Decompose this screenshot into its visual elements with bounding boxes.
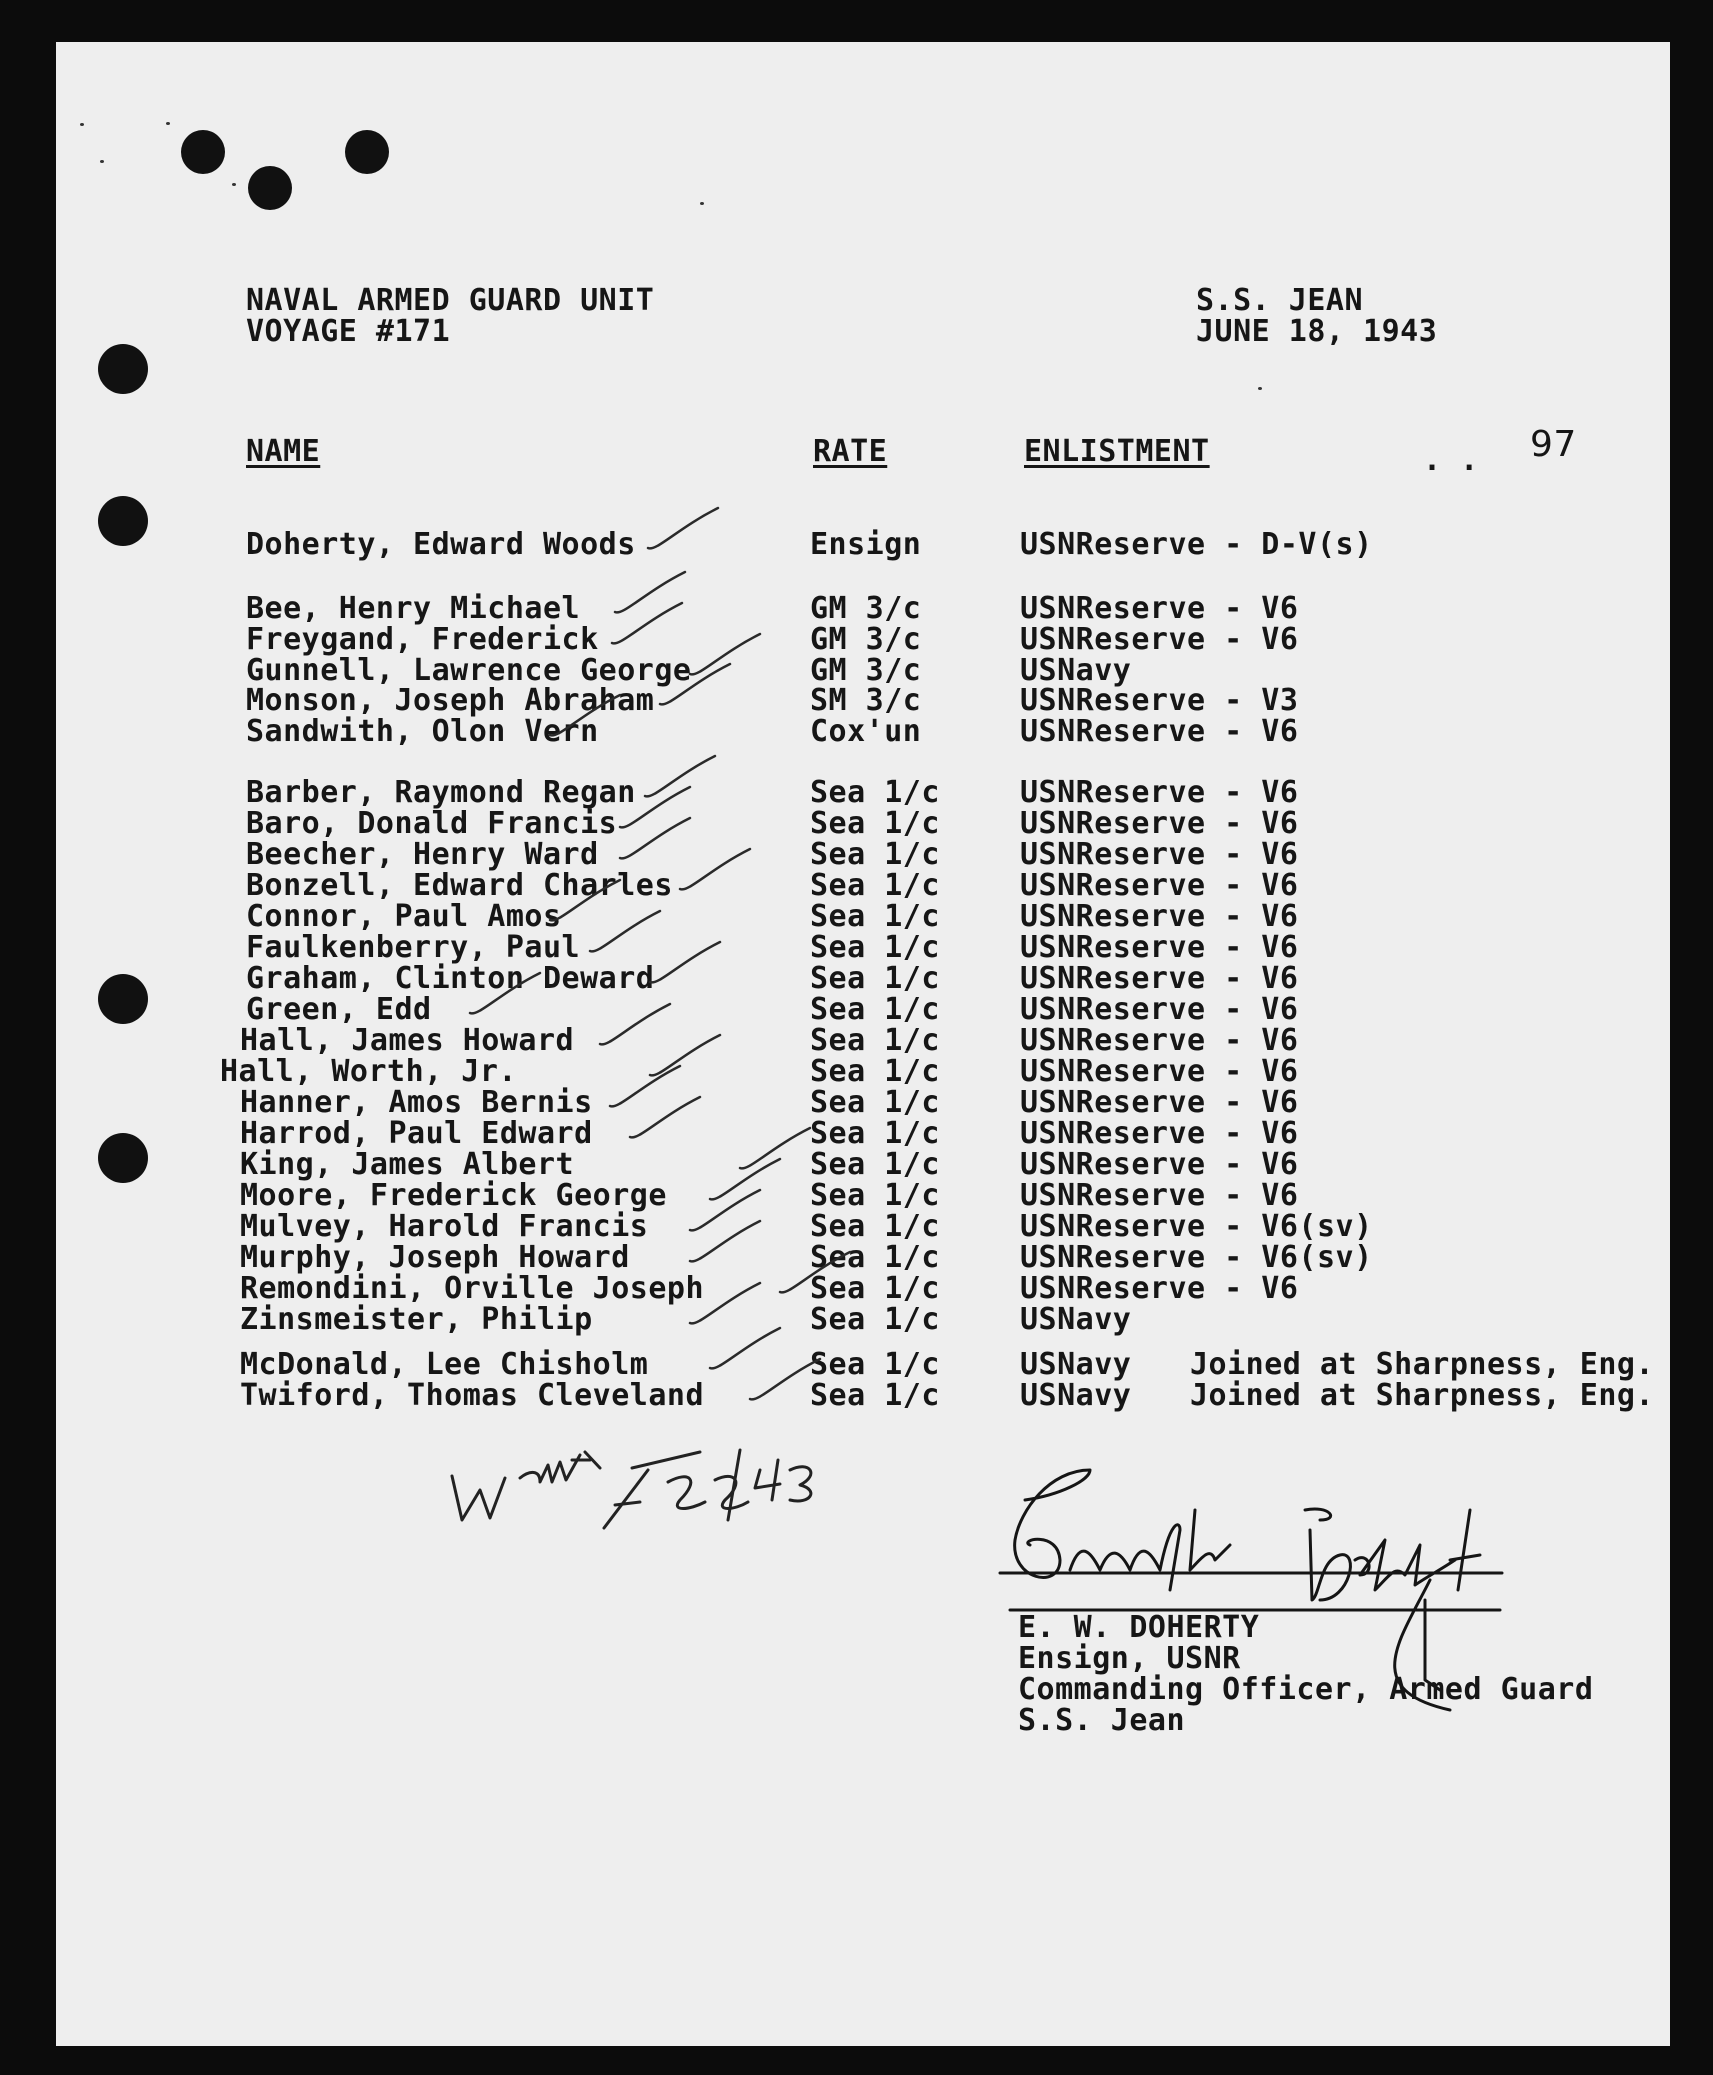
crew-name: Hall, James Howard: [240, 1023, 575, 1058]
crew-name: Freygand, Frederick: [246, 622, 599, 657]
column-header-enlistment: ENLISTMENT: [1024, 434, 1210, 469]
crew-name: Faulkenberry, Paul: [246, 930, 581, 965]
crew-enlistment: USNavy: [1020, 1302, 1132, 1337]
signer-role: Commanding Officer, Armed Guard: [1018, 1672, 1594, 1707]
crew-name: Doherty, Edward Woods: [246, 527, 636, 562]
crew-rate: Sea 1/c: [810, 899, 940, 934]
crew-enlistment: USNavy: [1020, 1378, 1132, 1413]
crew-rate: Sea 1/c: [810, 1302, 940, 1337]
page-number: 97: [1530, 424, 1577, 465]
crew-name: McDonald, Lee Chisholm: [240, 1347, 649, 1382]
crew-name: Remondini, Orville Joseph: [240, 1271, 705, 1306]
crew-rate: Cox'un: [810, 714, 922, 749]
crew-enlistment: USNReserve - V6: [1020, 899, 1299, 934]
crew-enlistment: USNReserve - V6: [1020, 775, 1299, 810]
crew-enlistment: USNReserve - V6: [1020, 1178, 1299, 1213]
crew-name: Gunnell, Lawrence George: [246, 653, 692, 688]
page-dots: . .: [1423, 443, 1479, 478]
crew-rate: GM 3/c: [810, 653, 922, 688]
column-header-name: NAME: [246, 434, 321, 469]
crew-name: Monson, Joseph Abraham: [246, 683, 655, 718]
crew-name: King, James Albert: [240, 1147, 575, 1182]
crew-enlistment: USNReserve - V6: [1020, 591, 1299, 626]
crew-rate: Sea 1/c: [810, 930, 940, 965]
crew-name: Hanner, Amos Bernis: [240, 1085, 593, 1120]
signer-name: E. W. DOHERTY: [1018, 1610, 1260, 1645]
crew-rate: Sea 1/c: [810, 1240, 940, 1275]
crew-rate: Sea 1/c: [810, 868, 940, 903]
crew-rate: Sea 1/c: [810, 992, 940, 1027]
crew-enlistment: USNavy: [1020, 1347, 1132, 1382]
crew-rate: Sea 1/c: [810, 775, 940, 810]
crew-enlistment: USNReserve - V6: [1020, 1147, 1299, 1182]
crew-rate: Sea 1/c: [810, 1054, 940, 1089]
crew-rate: Sea 1/c: [810, 1378, 940, 1413]
crew-enlistment: USNReserve - V6: [1020, 1023, 1299, 1058]
crew-name: Murphy, Joseph Howard: [240, 1240, 630, 1275]
crew-rate: Sea 1/c: [810, 1347, 940, 1382]
crew-name: Green, Edd: [246, 992, 432, 1027]
crew-name: Zinsmeister, Philip: [240, 1302, 593, 1337]
crew-enlistment: USNReserve - D-V(s): [1020, 527, 1373, 562]
document-date: JUNE 18, 1943: [1196, 314, 1438, 349]
crew-rate: Sea 1/c: [810, 1147, 940, 1182]
crew-enlistment: USNReserve - V6: [1020, 806, 1299, 841]
crew-enlistment: USNReserve - V6: [1020, 1271, 1299, 1306]
crew-enlistment: USNReserve - V6: [1020, 622, 1299, 657]
crew-name: Hall, Worth, Jr.: [220, 1054, 517, 1089]
crew-rate: Sea 1/c: [810, 1209, 940, 1244]
crew-name: Bonzell, Edward Charles: [246, 868, 673, 903]
crew-rate: Sea 1/c: [810, 1023, 940, 1058]
crew-rate: Sea 1/c: [810, 837, 940, 872]
crew-enlistment: USNReserve - V6(sv): [1020, 1240, 1373, 1275]
crew-enlistment: USNReserve - V6: [1020, 961, 1299, 996]
crew-enlistment: USNReserve - V6: [1020, 1085, 1299, 1120]
column-header-rate: RATE: [813, 434, 888, 469]
crew-rate: GM 3/c: [810, 591, 922, 626]
crew-rate: Sea 1/c: [810, 1085, 940, 1120]
crew-rate: Sea 1/c: [810, 961, 940, 996]
crew-name: Mulvey, Harold Francis: [240, 1209, 649, 1244]
crew-rate: Sea 1/c: [810, 806, 940, 841]
crew-enlistment: USNReserve - V6: [1020, 1116, 1299, 1151]
crew-rate: GM 3/c: [810, 622, 922, 657]
crew-name: Baro, Donald Francis: [246, 806, 618, 841]
voyage-number: VOYAGE #171: [246, 314, 451, 349]
crew-enlistment: USNReserve - V6: [1020, 1054, 1299, 1089]
crew-name: Twiford, Thomas Cleveland: [240, 1378, 705, 1413]
crew-name: Moore, Frederick George: [240, 1178, 667, 1213]
crew-enlistment: USNavy: [1020, 653, 1132, 688]
crew-name: Harrod, Paul Edward: [240, 1116, 593, 1151]
crew-rate: Sea 1/c: [810, 1271, 940, 1306]
crew-name: Barber, Raymond Regan: [246, 775, 636, 810]
crew-enlistment: USNReserve - V6(sv): [1020, 1209, 1373, 1244]
crew-enlistment: USNReserve - V6: [1020, 992, 1299, 1027]
crew-rate: Sea 1/c: [810, 1178, 940, 1213]
crew-enlistment: USNReserve - V6: [1020, 868, 1299, 903]
crew-name: Bee, Henry Michael: [246, 591, 581, 626]
crew-rate: Ensign: [810, 527, 922, 562]
crew-name: Beecher, Henry Ward: [246, 837, 599, 872]
crew-note: Joined at Sharpness, Eng.: [1190, 1378, 1655, 1413]
crew-enlistment: USNReserve - V6: [1020, 714, 1299, 749]
signer-rank: Ensign, USNR: [1018, 1641, 1241, 1676]
crew-note: Joined at Sharpness, Eng.: [1190, 1347, 1655, 1382]
crew-name: Connor, Paul Amos: [246, 899, 562, 934]
crew-enlistment: USNReserve - V6: [1020, 837, 1299, 872]
signer-ship: S.S. Jean: [1018, 1703, 1186, 1738]
unit-title: NAVAL ARMED GUARD UNIT: [246, 283, 655, 318]
crew-enlistment: USNReserve - V6: [1020, 930, 1299, 965]
crew-rate: Sea 1/c: [810, 1116, 940, 1151]
ship-name: S.S. JEAN: [1196, 283, 1364, 318]
crew-name: Sandwith, Olon Vern: [246, 714, 599, 749]
crew-name: Graham, Clinton Deward: [246, 961, 655, 996]
crew-enlistment: USNReserve - V3: [1020, 683, 1299, 718]
crew-rate: SM 3/c: [810, 683, 922, 718]
